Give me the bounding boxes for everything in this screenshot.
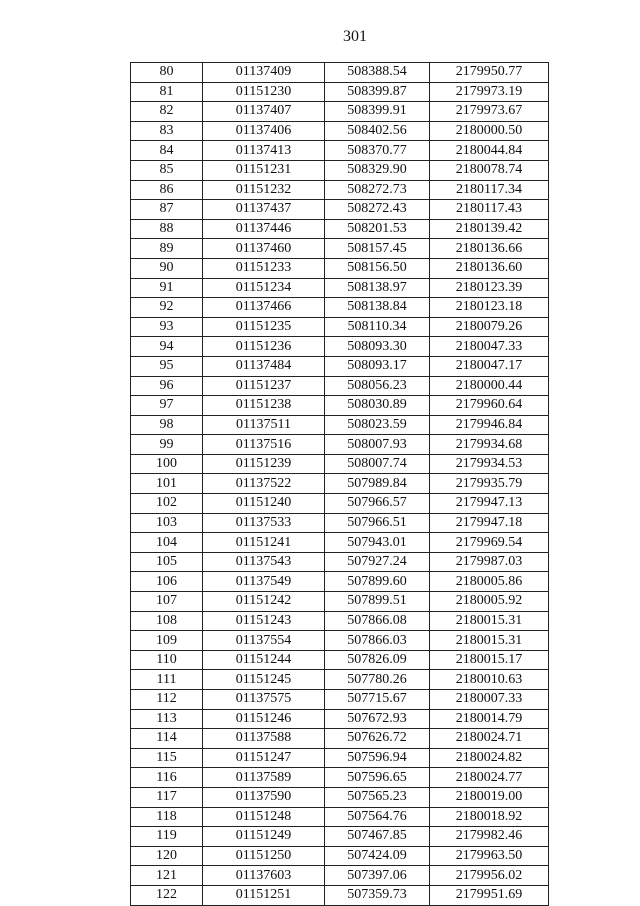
x-coordinate-cell: 507715.67 <box>325 690 430 710</box>
point-id-cell: 01137522 <box>203 474 325 494</box>
table-row <box>131 846 549 866</box>
y-coordinate-cell: 2179947.18 <box>430 513 549 533</box>
row-number-cell: 105 <box>131 552 203 572</box>
y-coordinate-cell: 2180005.86 <box>430 572 549 592</box>
table-row <box>131 885 549 905</box>
table-row <box>131 787 549 807</box>
row-number-cell: 95 <box>131 356 203 376</box>
point-id-cell: 01151241 <box>203 533 325 553</box>
row-number-cell: 106 <box>131 572 203 592</box>
y-coordinate-cell: 2180024.71 <box>430 729 549 749</box>
x-coordinate-cell: 508093.17 <box>325 356 430 376</box>
x-coordinate-cell: 507565.23 <box>325 787 430 807</box>
point-id-cell: 01151239 <box>203 454 325 474</box>
x-coordinate-cell: 507966.51 <box>325 513 430 533</box>
point-id-cell: 01151247 <box>203 748 325 768</box>
point-id-cell: 01137603 <box>203 866 325 886</box>
point-id-cell: 01151230 <box>203 82 325 102</box>
x-coordinate-cell: 507359.73 <box>325 885 430 905</box>
row-number-cell: 100 <box>131 454 203 474</box>
x-coordinate-cell: 508272.43 <box>325 200 430 220</box>
x-coordinate-cell: 507927.24 <box>325 552 430 572</box>
point-id-cell: 01151233 <box>203 258 325 278</box>
y-coordinate-cell: 2179951.69 <box>430 885 549 905</box>
table-row <box>131 454 549 474</box>
table-row <box>131 670 549 690</box>
y-coordinate-cell: 2179956.02 <box>430 866 549 886</box>
row-number-cell: 87 <box>131 200 203 220</box>
table-row <box>131 180 549 200</box>
point-id-cell: 01137511 <box>203 415 325 435</box>
y-coordinate-cell: 2180015.31 <box>430 631 549 651</box>
point-id-cell: 01151243 <box>203 611 325 631</box>
row-number-cell: 116 <box>131 768 203 788</box>
y-coordinate-cell: 2179950.77 <box>430 63 549 83</box>
row-number-cell: 96 <box>131 376 203 396</box>
y-coordinate-cell: 2180136.60 <box>430 258 549 278</box>
x-coordinate-cell: 507467.85 <box>325 827 430 847</box>
row-number-cell: 86 <box>131 180 203 200</box>
row-number-cell: 84 <box>131 141 203 161</box>
x-coordinate-cell: 507564.76 <box>325 807 430 827</box>
row-number-cell: 82 <box>131 102 203 122</box>
row-number-cell: 90 <box>131 258 203 278</box>
table-row <box>131 219 549 239</box>
table-row <box>131 866 549 886</box>
table-row <box>131 415 549 435</box>
y-coordinate-cell: 2180136.66 <box>430 239 549 259</box>
x-coordinate-cell: 508272.73 <box>325 180 430 200</box>
page-number: 301 <box>343 28 367 45</box>
point-id-cell: 01137590 <box>203 787 325 807</box>
y-coordinate-cell: 2180014.79 <box>430 709 549 729</box>
x-coordinate-cell: 508030.89 <box>325 396 430 416</box>
x-coordinate-cell: 508007.93 <box>325 435 430 455</box>
x-coordinate-cell: 508370.77 <box>325 141 430 161</box>
point-id-cell: 01151244 <box>203 650 325 670</box>
table-row <box>131 102 549 122</box>
row-number-cell: 88 <box>131 219 203 239</box>
point-id-cell: 01137407 <box>203 102 325 122</box>
x-coordinate-cell: 508138.97 <box>325 278 430 298</box>
point-id-cell: 01151235 <box>203 317 325 337</box>
row-number-cell: 111 <box>131 670 203 690</box>
table-row <box>131 552 549 572</box>
x-coordinate-cell: 507899.60 <box>325 572 430 592</box>
y-coordinate-cell: 2180047.17 <box>430 356 549 376</box>
x-coordinate-cell: 508402.56 <box>325 121 430 141</box>
table-row <box>131 690 549 710</box>
table-row <box>131 513 549 533</box>
y-coordinate-cell: 2180047.33 <box>430 337 549 357</box>
y-coordinate-cell: 2179947.13 <box>430 494 549 514</box>
point-id-cell: 01151231 <box>203 160 325 180</box>
x-coordinate-cell: 507989.84 <box>325 474 430 494</box>
row-number-cell: 81 <box>131 82 203 102</box>
row-number-cell: 93 <box>131 317 203 337</box>
x-coordinate-cell: 507826.09 <box>325 650 430 670</box>
table-row <box>131 121 549 141</box>
row-number-cell: 119 <box>131 827 203 847</box>
row-number-cell: 122 <box>131 885 203 905</box>
coordinates-table-body <box>131 63 549 906</box>
y-coordinate-cell: 2179934.53 <box>430 454 549 474</box>
point-id-cell: 01151245 <box>203 670 325 690</box>
x-coordinate-cell: 507966.57 <box>325 494 430 514</box>
point-id-cell: 01151236 <box>203 337 325 357</box>
point-id-cell: 01137406 <box>203 121 325 141</box>
table-row <box>131 611 549 631</box>
table-row <box>131 533 549 553</box>
point-id-cell: 01137589 <box>203 768 325 788</box>
x-coordinate-cell: 507626.72 <box>325 729 430 749</box>
row-number-cell: 102 <box>131 494 203 514</box>
y-coordinate-cell: 2180139.42 <box>430 219 549 239</box>
point-id-cell: 01151238 <box>203 396 325 416</box>
point-id-cell: 01137516 <box>203 435 325 455</box>
y-coordinate-cell: 2180000.50 <box>430 121 549 141</box>
table-row <box>131 317 549 337</box>
x-coordinate-cell: 508329.90 <box>325 160 430 180</box>
point-id-cell: 01151246 <box>203 709 325 729</box>
x-coordinate-cell: 507780.26 <box>325 670 430 690</box>
table-row <box>131 709 549 729</box>
y-coordinate-cell: 2179987.03 <box>430 552 549 572</box>
table-row <box>131 337 549 357</box>
point-id-cell: 01151242 <box>203 592 325 612</box>
table-row <box>131 807 549 827</box>
table-row <box>131 827 549 847</box>
table-row <box>131 141 549 161</box>
table-row <box>131 63 549 83</box>
table-row <box>131 239 549 259</box>
row-number-cell: 80 <box>131 63 203 83</box>
row-number-cell: 115 <box>131 748 203 768</box>
row-number-cell: 120 <box>131 846 203 866</box>
y-coordinate-cell: 2180123.18 <box>430 298 549 318</box>
x-coordinate-cell: 508093.30 <box>325 337 430 357</box>
y-coordinate-cell: 2180015.31 <box>430 611 549 631</box>
point-id-cell: 01151249 <box>203 827 325 847</box>
y-coordinate-cell: 2180024.77 <box>430 768 549 788</box>
point-id-cell: 01151237 <box>203 376 325 396</box>
point-id-cell: 01151248 <box>203 807 325 827</box>
table-row <box>131 592 549 612</box>
point-id-cell: 01137575 <box>203 690 325 710</box>
y-coordinate-cell: 2180123.39 <box>430 278 549 298</box>
row-number-cell: 121 <box>131 866 203 886</box>
point-id-cell: 01137588 <box>203 729 325 749</box>
table-row <box>131 729 549 749</box>
x-coordinate-cell: 507672.93 <box>325 709 430 729</box>
x-coordinate-cell: 507424.09 <box>325 846 430 866</box>
x-coordinate-cell: 508157.45 <box>325 239 430 259</box>
y-coordinate-cell: 2180117.34 <box>430 180 549 200</box>
point-id-cell: 01137446 <box>203 219 325 239</box>
y-coordinate-cell: 2180010.63 <box>430 670 549 690</box>
x-coordinate-cell: 508399.87 <box>325 82 430 102</box>
x-coordinate-cell: 507397.06 <box>325 866 430 886</box>
row-number-cell: 110 <box>131 650 203 670</box>
row-number-cell: 101 <box>131 474 203 494</box>
x-coordinate-cell: 507866.03 <box>325 631 430 651</box>
y-coordinate-cell: 2179969.54 <box>430 533 549 553</box>
row-number-cell: 99 <box>131 435 203 455</box>
y-coordinate-cell: 2180005.92 <box>430 592 549 612</box>
row-number-cell: 117 <box>131 787 203 807</box>
point-id-cell: 01137466 <box>203 298 325 318</box>
table-row <box>131 82 549 102</box>
point-id-cell: 01151251 <box>203 885 325 905</box>
row-number-cell: 91 <box>131 278 203 298</box>
row-number-cell: 118 <box>131 807 203 827</box>
table-row <box>131 258 549 278</box>
point-id-cell: 01137554 <box>203 631 325 651</box>
row-number-cell: 94 <box>131 337 203 357</box>
y-coordinate-cell: 2179960.64 <box>430 396 549 416</box>
table-row <box>131 748 549 768</box>
row-number-cell: 89 <box>131 239 203 259</box>
y-coordinate-cell: 2179973.67 <box>430 102 549 122</box>
y-coordinate-cell: 2179973.19 <box>430 82 549 102</box>
x-coordinate-cell: 508110.34 <box>325 317 430 337</box>
y-coordinate-cell: 2180018.92 <box>430 807 549 827</box>
row-number-cell: 114 <box>131 729 203 749</box>
point-id-cell: 01151250 <box>203 846 325 866</box>
y-coordinate-cell: 2180019.00 <box>430 787 549 807</box>
row-number-cell: 104 <box>131 533 203 553</box>
point-id-cell: 01137409 <box>203 63 325 83</box>
y-coordinate-cell: 2180007.33 <box>430 690 549 710</box>
row-number-cell: 85 <box>131 160 203 180</box>
x-coordinate-cell: 508388.54 <box>325 63 430 83</box>
x-coordinate-cell: 507899.51 <box>325 592 430 612</box>
row-number-cell: 112 <box>131 690 203 710</box>
point-id-cell: 01151232 <box>203 180 325 200</box>
x-coordinate-cell: 508056.23 <box>325 376 430 396</box>
table-row <box>131 435 549 455</box>
row-number-cell: 98 <box>131 415 203 435</box>
x-coordinate-cell: 508201.53 <box>325 219 430 239</box>
y-coordinate-cell: 2180044.84 <box>430 141 549 161</box>
table-row <box>131 200 549 220</box>
y-coordinate-cell: 2179946.84 <box>430 415 549 435</box>
table-row <box>131 396 549 416</box>
point-id-cell: 01137460 <box>203 239 325 259</box>
y-coordinate-cell: 2180024.82 <box>430 748 549 768</box>
point-id-cell: 01137413 <box>203 141 325 161</box>
table-row <box>131 298 549 318</box>
x-coordinate-cell: 508138.84 <box>325 298 430 318</box>
point-id-cell: 01151234 <box>203 278 325 298</box>
y-coordinate-cell: 2179935.79 <box>430 474 549 494</box>
row-number-cell: 103 <box>131 513 203 533</box>
y-coordinate-cell: 2179934.68 <box>430 435 549 455</box>
point-id-cell: 01137543 <box>203 552 325 572</box>
point-id-cell: 01151240 <box>203 494 325 514</box>
x-coordinate-cell: 508007.74 <box>325 454 430 474</box>
row-number-cell: 97 <box>131 396 203 416</box>
row-number-cell: 107 <box>131 592 203 612</box>
table-row <box>131 160 549 180</box>
table-row <box>131 376 549 396</box>
y-coordinate-cell: 2180078.74 <box>430 160 549 180</box>
row-number-cell: 109 <box>131 631 203 651</box>
row-number-cell: 113 <box>131 709 203 729</box>
x-coordinate-cell: 508023.59 <box>325 415 430 435</box>
x-coordinate-cell: 507943.01 <box>325 533 430 553</box>
point-id-cell: 01137437 <box>203 200 325 220</box>
point-id-cell: 01137549 <box>203 572 325 592</box>
coordinates-table <box>130 62 549 906</box>
point-id-cell: 01137484 <box>203 356 325 376</box>
table-row <box>131 278 549 298</box>
x-coordinate-cell: 507596.65 <box>325 768 430 788</box>
table-row <box>131 768 549 788</box>
table-row <box>131 356 549 376</box>
y-coordinate-cell: 2180000.44 <box>430 376 549 396</box>
row-number-cell: 92 <box>131 298 203 318</box>
x-coordinate-cell: 508399.91 <box>325 102 430 122</box>
table-row <box>131 474 549 494</box>
y-coordinate-cell: 2180117.43 <box>430 200 549 220</box>
y-coordinate-cell: 2180079.26 <box>430 317 549 337</box>
x-coordinate-cell: 507866.08 <box>325 611 430 631</box>
y-coordinate-cell: 2179963.50 <box>430 846 549 866</box>
row-number-cell: 83 <box>131 121 203 141</box>
point-id-cell: 01137533 <box>203 513 325 533</box>
y-coordinate-cell: 2180015.17 <box>430 650 549 670</box>
table-row <box>131 494 549 514</box>
x-coordinate-cell: 508156.50 <box>325 258 430 278</box>
table-row <box>131 631 549 651</box>
table-row <box>131 650 549 670</box>
x-coordinate-cell: 507596.94 <box>325 748 430 768</box>
row-number-cell: 108 <box>131 611 203 631</box>
table-row <box>131 572 549 592</box>
y-coordinate-cell: 2179982.46 <box>430 827 549 847</box>
